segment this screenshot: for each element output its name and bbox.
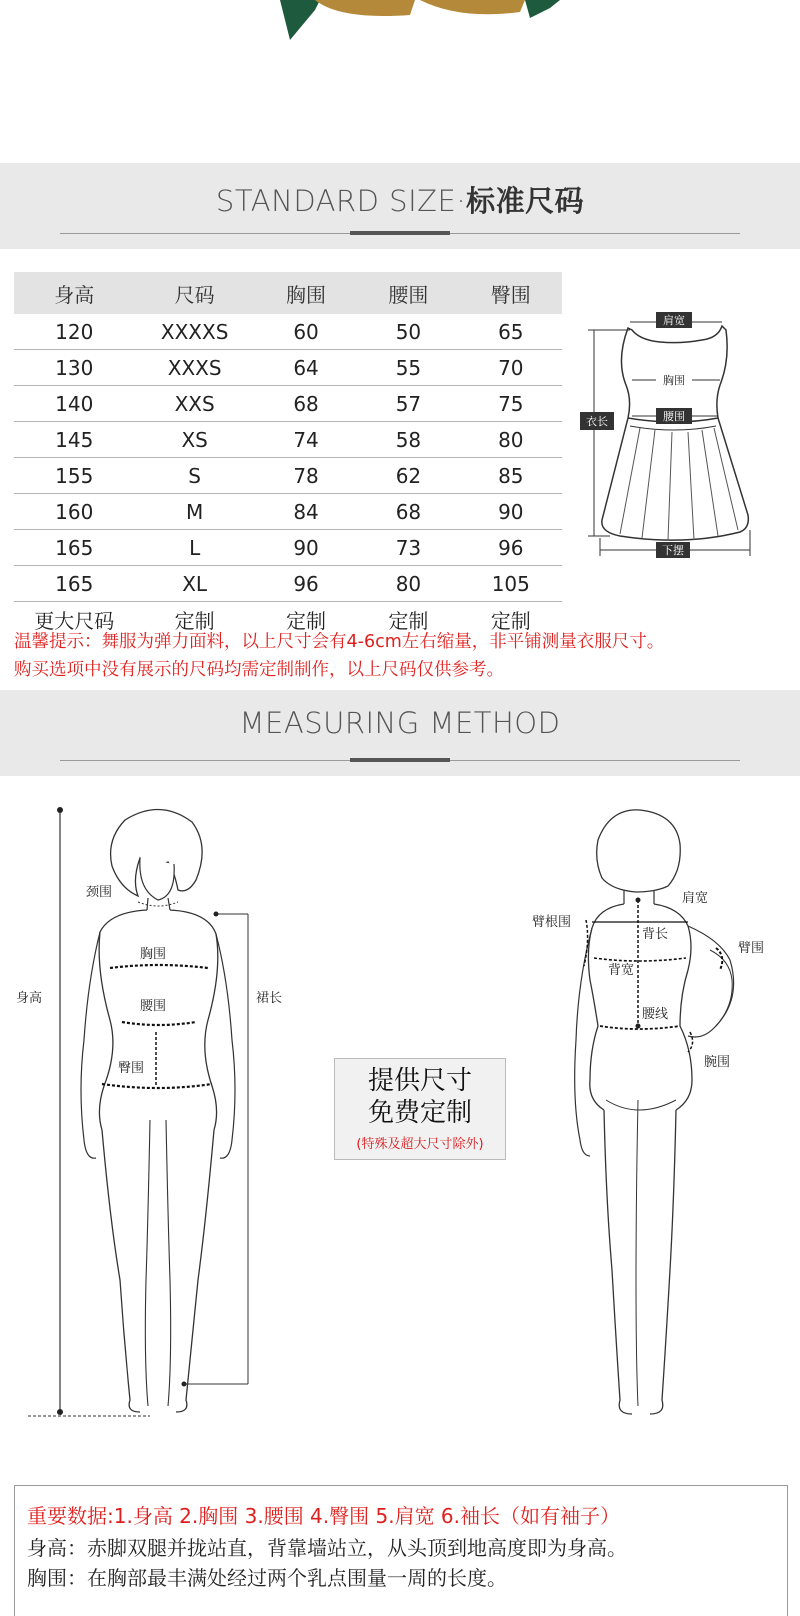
- promo-line2: 免费定制: [367, 1098, 472, 1128]
- important-title: 重要数据:1.身高 2.胸围 3.腰围 4.臀围 5.肩宽 6.袖长（如有袖子）: [27, 1504, 621, 1528]
- size-table-header-row: [14, 272, 562, 314]
- table-row: 120 XXXXS 60 50 65: [14, 314, 562, 350]
- table-row: 165 XL 96 80 105: [14, 566, 562, 602]
- front-label-height: 身高: [16, 991, 43, 1006]
- promo-note: (特殊及超大尺寸除外): [356, 1137, 484, 1152]
- front-label-skirt-length: 裙长: [256, 991, 283, 1006]
- custom-size-promo: [334, 1058, 506, 1160]
- back-label-wrist: 腕围: [704, 1055, 731, 1070]
- table-row: 140 XXS 68 57 75: [14, 386, 562, 422]
- back-label-armpit: 臂根围: [532, 915, 572, 930]
- table-row: 145 XS 74 58 80: [14, 422, 562, 458]
- dress-label-shoulder: 肩宽: [663, 314, 685, 327]
- dress-label-chest: 胸围: [663, 374, 685, 387]
- back-body-figure: [520, 800, 800, 1430]
- dress-label-hem: 下摆: [662, 544, 684, 557]
- dress-label-waist: 腰围: [663, 410, 685, 423]
- front-body-figure: [0, 800, 320, 1440]
- header-divider-accent: [350, 758, 450, 762]
- back-label-back-length: 背长: [642, 927, 669, 942]
- height-description: 身高：赤脚双腿并拢站直，背靠墙站立，从头顶到地高度即为身高。: [27, 1536, 627, 1560]
- back-label-waistline: 腰线: [642, 1007, 669, 1022]
- promo-line1: 提供尺寸: [367, 1066, 472, 1096]
- table-row: 160 M 84 68 90: [14, 494, 562, 530]
- size-table: [14, 272, 562, 637]
- back-label-arm: 臂围: [738, 941, 765, 956]
- col-header-height: 身高: [14, 272, 134, 314]
- back-label-shoulder-width: 肩宽: [682, 891, 709, 906]
- front-label-chest: 胸围: [140, 947, 167, 962]
- chest-description: 胸围：在胸部最丰满处经过两个乳点围量一周的长度。: [27, 1566, 507, 1590]
- table-row: 130 XXXS 64 55 70: [14, 350, 562, 386]
- col-header-size: 尺码: [134, 272, 254, 314]
- standard-size-title: STANDARD SIZE·标准尺码: [215, 184, 585, 218]
- measuring-method-title: MEASURING METHOD: [239, 706, 561, 740]
- col-header-waist: 腰围: [357, 272, 459, 314]
- front-label-neck: 颈围: [86, 885, 113, 900]
- front-label-waist: 腰围: [140, 999, 167, 1014]
- warm-tip-line1: 温馨提示：舞服为弹力面料，以上尺寸会有4-6cm左右缩量，非平铺测量衣服尺寸。: [14, 632, 665, 652]
- front-label-hip: 臀围: [118, 1061, 145, 1076]
- standard-size-header: [0, 163, 800, 249]
- dress-diagram: [580, 300, 790, 580]
- measuring-method-header: [0, 690, 800, 776]
- important-data-box: [14, 1485, 788, 1616]
- table-row: 165 L 90 73 96: [14, 530, 562, 566]
- back-label-back-width: 背宽: [608, 963, 635, 978]
- dress-label-length: 衣长: [586, 415, 608, 428]
- col-header-hip: 臀围: [460, 272, 562, 314]
- col-header-chest: 胸围: [255, 272, 357, 314]
- warm-tip-line2: 购买选项中没有展示的尺码均需定制制作，以上尺码仅供参考。: [14, 660, 504, 680]
- table-row: 155 S 78 62 85: [14, 458, 562, 494]
- product-image-fragment: [260, 0, 580, 50]
- table-row: 更大尺码 定制 定制 定制 定制: [34, 609, 531, 633]
- header-divider-accent: [350, 231, 450, 235]
